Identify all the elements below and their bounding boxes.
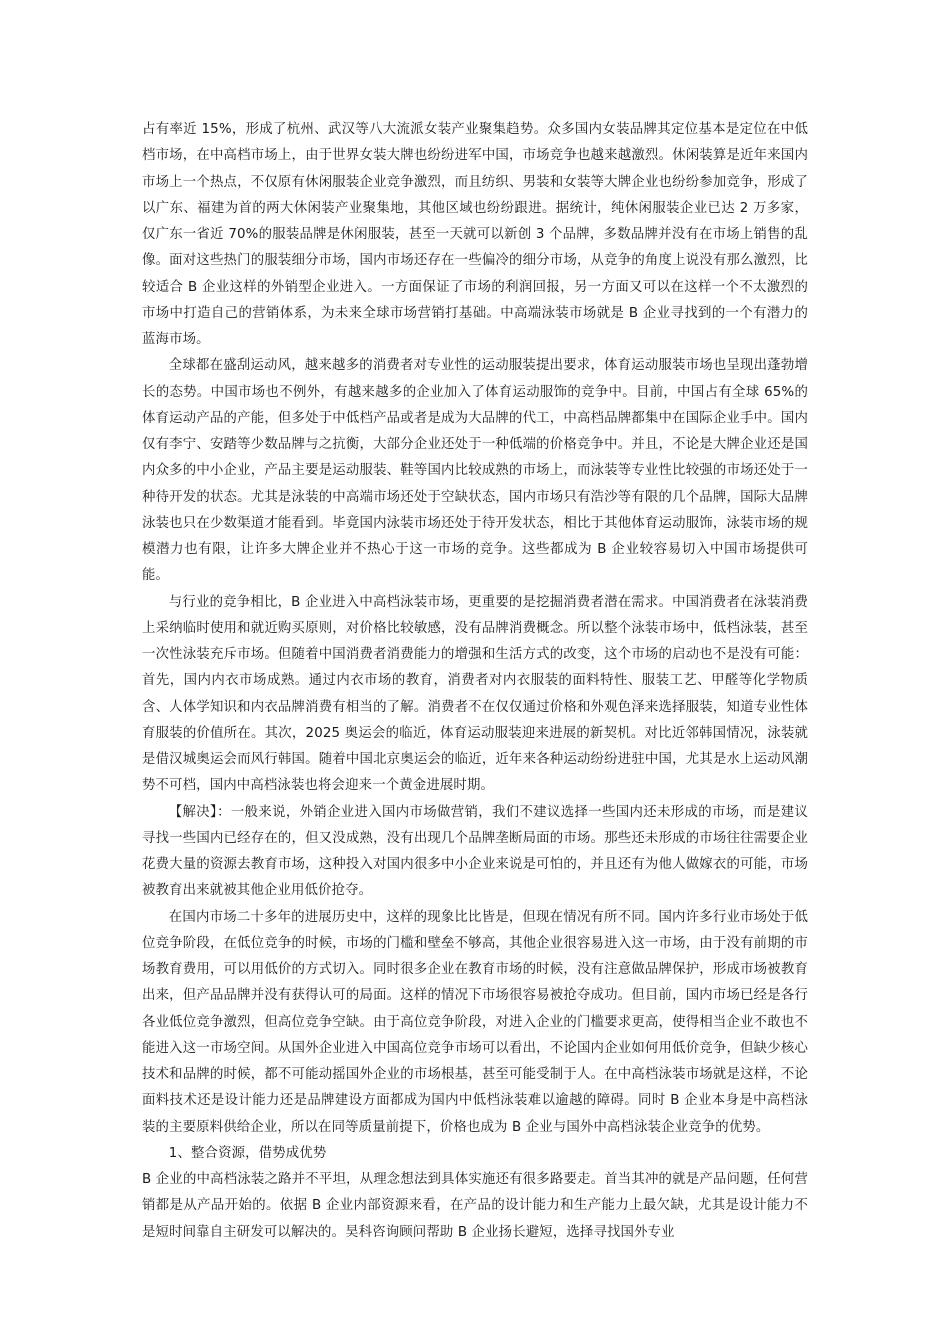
paragraph-product-strategy: B 企业的中高档泳装之路并不平坦，从理念想法到具体实施还有很多路要走。首当其冲的就是产品问题，任何营销都是从产品开始的。依据 B 企业内部资源来看，在产品的设计能力和生产能力上最欠缺，尤其是设计能力不是短时间靠自主研发可以解决的。昊科咨询顾问帮助 B 企业扬长避短，选择寻找国外专业: [142, 1172, 808, 1240]
paragraph-market-overview: 占有率近 15%，形成了杭州、武汉等八大流派女装产业聚集趋势。众多国内女装品牌其定位基本是定位在中低档市场，在中高档市场上，由于世界女装大牌也纷纷进军中国，市场竞争也越来越激烈。休闲装算是近年来国内市场上一个热点，不仅原有休闲服装企业竞争激烈，而且纺织、男装和女装等大牌企业也纷纷参加竞争，形成了以广东、福建为首的两大休闲装产业聚集地，其他区域也纷纷跟进。据统计，纯休闲服装企业已达 2 万多家，仅广东一省近 70%的服装品牌是休闲服装，甚至一天就可以新创 3 个品牌，多数品牌并没有在市场上销售的乱像。面对这些热门的服装细分市场，国内市场还存在一些偏冷的细分市场，从竞争的角度上说没有那么激烈，比较适合 B 企业这样的外销型企业进入。一方面保证了市场的利润回报，另一方面又可以在这样一个不太激烈的市场中打造自己的营销体系，为未来全球市场营销打基础。中高端泳装市场就是 B 企业寻找到的一个有潜力的蓝海市场。: [142, 122, 808, 347]
document-body: [142, 117, 808, 1246]
paragraph-sportswear-trend: 全球都在盛刮运动风，越来越多的消费者对专业性的运动服装提出要求，体育运动服装市场也呈现出蓬勃增长的态势。中国市场也不例外，有越来越多的企业加入了体育运动服饰的竞争中。目前，中国占有全球 65%的体育运动产品的产能，但多处于中低档产品或者是成为大品牌的代工，中高档品牌都集中在国际企业手中。国内仅有李宁、安踏等少数品牌与之抗衡，大部分企业还处于一种低端的价格竞争中。并且，不论是大牌企业还是国内众多的中小企业，产品主要是运动服装、鞋等国内比较成熟的市场上，而泳装等专业性比较强的市场还处于一种待开发的状态。尤其是泳装的中高端市场还处于空缺状态，国内市场只有浩沙等有限的几个品牌，国际大品牌泳装也只在少数渠道才能看到。毕竟国内泳装市场还处于待开发状态，相比于其他体育运动服饰，泳装市场的规模潜力也有限，让许多大牌企业并不热心于这一市场的竞争。这些都成为 B 企业较容易切入中国市场提供可能。: [142, 358, 808, 584]
paragraph-solution: 【解决】：一般来说，外销企业进入国内市场做营销，我们不建议选择一些国内还未形成的市场，而是建议寻找一些国内已经存在的，但又没成熟，没有出现几个品牌垄断局面的市场。那些还未形成的市场往往需要企业花费大量的资源去教育市场，这种投入对国内很多中小企业来说是可怕的，并且还有为他人做嫁衣的可能，市场被教育出来就被其他企业用低价抢夺。: [142, 804, 808, 899]
section-heading-integrate-resources: 1、整合资源，借势成优势: [168, 1145, 327, 1161]
paragraph-consumer-demand: 与行业的竞争相比，B 企业进入中高档泳装市场，更重要的是挖掘消费者潜在需求。中国消费者在泳装消费上采纳临时使用和就近购买原则，对价格比较敏感，没有品牌消费概念。所以整个泳装市场中，低档泳装，甚至一次性泳装充斥市场。但随着中国消费者消费能力的增强和生活方式的改变，这个市场的启动也不是没有可能：首先，国内内衣市场成熟。通过内衣市场的教育，消费者对内衣服装的面料特性、服装工艺、甲醛等化学物质含、人体学知识和内衣品牌消费有相当的了解。消费者不在仅仅通过价格和外观色泽来选择服装，知道专业性体育服装的价值所在。其次，2025 奥运会的临近，体育运动服装迎来进展的新契机。对比近邻韩国情况，泳装就是借汉城奥运会而风行韩国。随着中国北京奥运会的临近，近年来各种运动纷纷进驻中国，尤其是水上运动风潮势不可档，国内中高档泳装也将会迎来一个黄金进展时期。: [142, 594, 808, 794]
paragraph-competition-history: 在国内市场二十多年的进展历史中，这样的现象比比皆是，但现在情况有所不同。国内许多行业市场处于低位竞争阶段，在低位竞争的时候，市场的门槛和壁垒不够高，其他企业很容易进入这一市场，由于没有前期的市场教育费用，可以用低价的方式切入。同时很多企业在教育市场的时候，没有注意做品牌保护，形成市场被教育出来，但产品品牌并没有获得认可的局面。这样的情况下市场很容易被抢夺成功。但目前，国内市场已经是各行各业低位竞争激烈，但高位竞争空缺。由于高位竞争阶段，对进入企业的门槛要求更高，使得相当企业不敢也不能进入这一市场空间。从国外企业进入中国高位竞争市场可以看出，不论国内企业如何用低价竞争，但缺少核心技术和品牌的时候，都不可能动摇国外企业的市场根基，甚至可能受制于人。在中高档泳装市场就是这样，不论面料技术还是设计能力还是品牌建设方面都成为国内中低档泳装难以逾越的障碍。同时 B 企业本身是中高档泳装的主要原料供给企业，所以在同等质量前提下，价格也成为 B 企业与国外中高档泳装企业竞争的优势。: [142, 909, 808, 1135]
